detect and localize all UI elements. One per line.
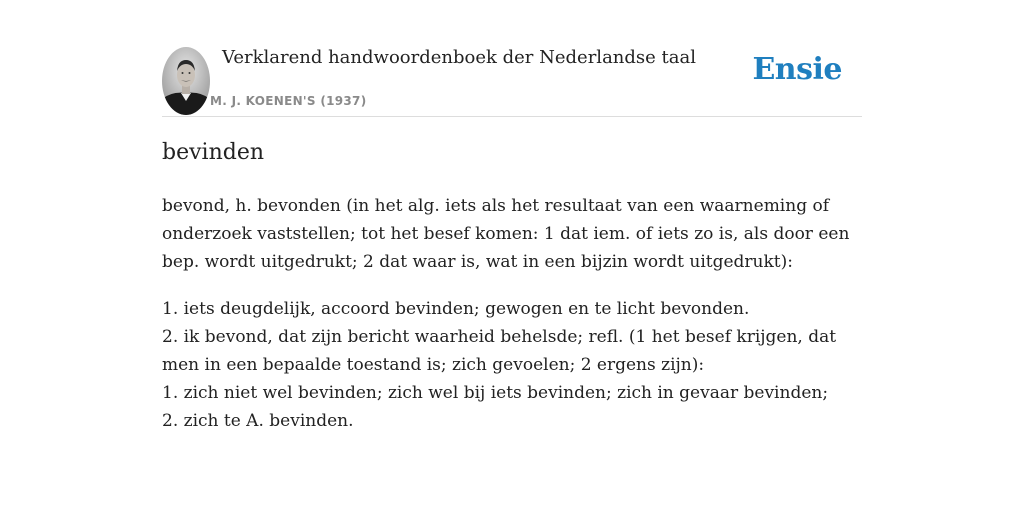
author-portrait bbox=[162, 47, 210, 115]
meaning-line: 1. iets deugdelijk, accoord bevinden; gewogen en te licht bevonden. bbox=[162, 299, 750, 319]
entry-headword: bevinden bbox=[162, 140, 265, 165]
meaning-line: 2. zich te A. bevinden. bbox=[162, 411, 354, 431]
book-subtitle: M. J. KOENEN'S (1937) bbox=[210, 94, 367, 108]
meaning-line: 1. zich niet wel bevinden; zich wel bij iets bevinden; zich in gevaar bevinden; bbox=[162, 383, 829, 403]
entry-meanings bbox=[162, 295, 862, 435]
entry-definition: bevond, h. bevonden (in het alg. iets als het resultaat van een waarneming of onderzoek vaststellen; tot het besef komen: 1 dat iem. of iets zo is, als door een bep. wordt uitgedrukt; 2 dat waar is, wat in een bijzin wordt uitgedrukt): bbox=[162, 196, 850, 272]
meaning-line: 2. ik bevond, dat zijn bericht waarheid behelsde; refl. (1 het besef krijgen, dat men in een bepaalde toestand is; zich gevoelen; 2 ergens zijn): bbox=[162, 327, 837, 375]
book-title: Verklarend handwoordenboek der Nederlandse taal bbox=[222, 47, 696, 68]
ensie-logo-link[interactable]: Ensie bbox=[752, 52, 842, 87]
page-header bbox=[162, 46, 862, 117]
portrait-image bbox=[162, 47, 210, 115]
